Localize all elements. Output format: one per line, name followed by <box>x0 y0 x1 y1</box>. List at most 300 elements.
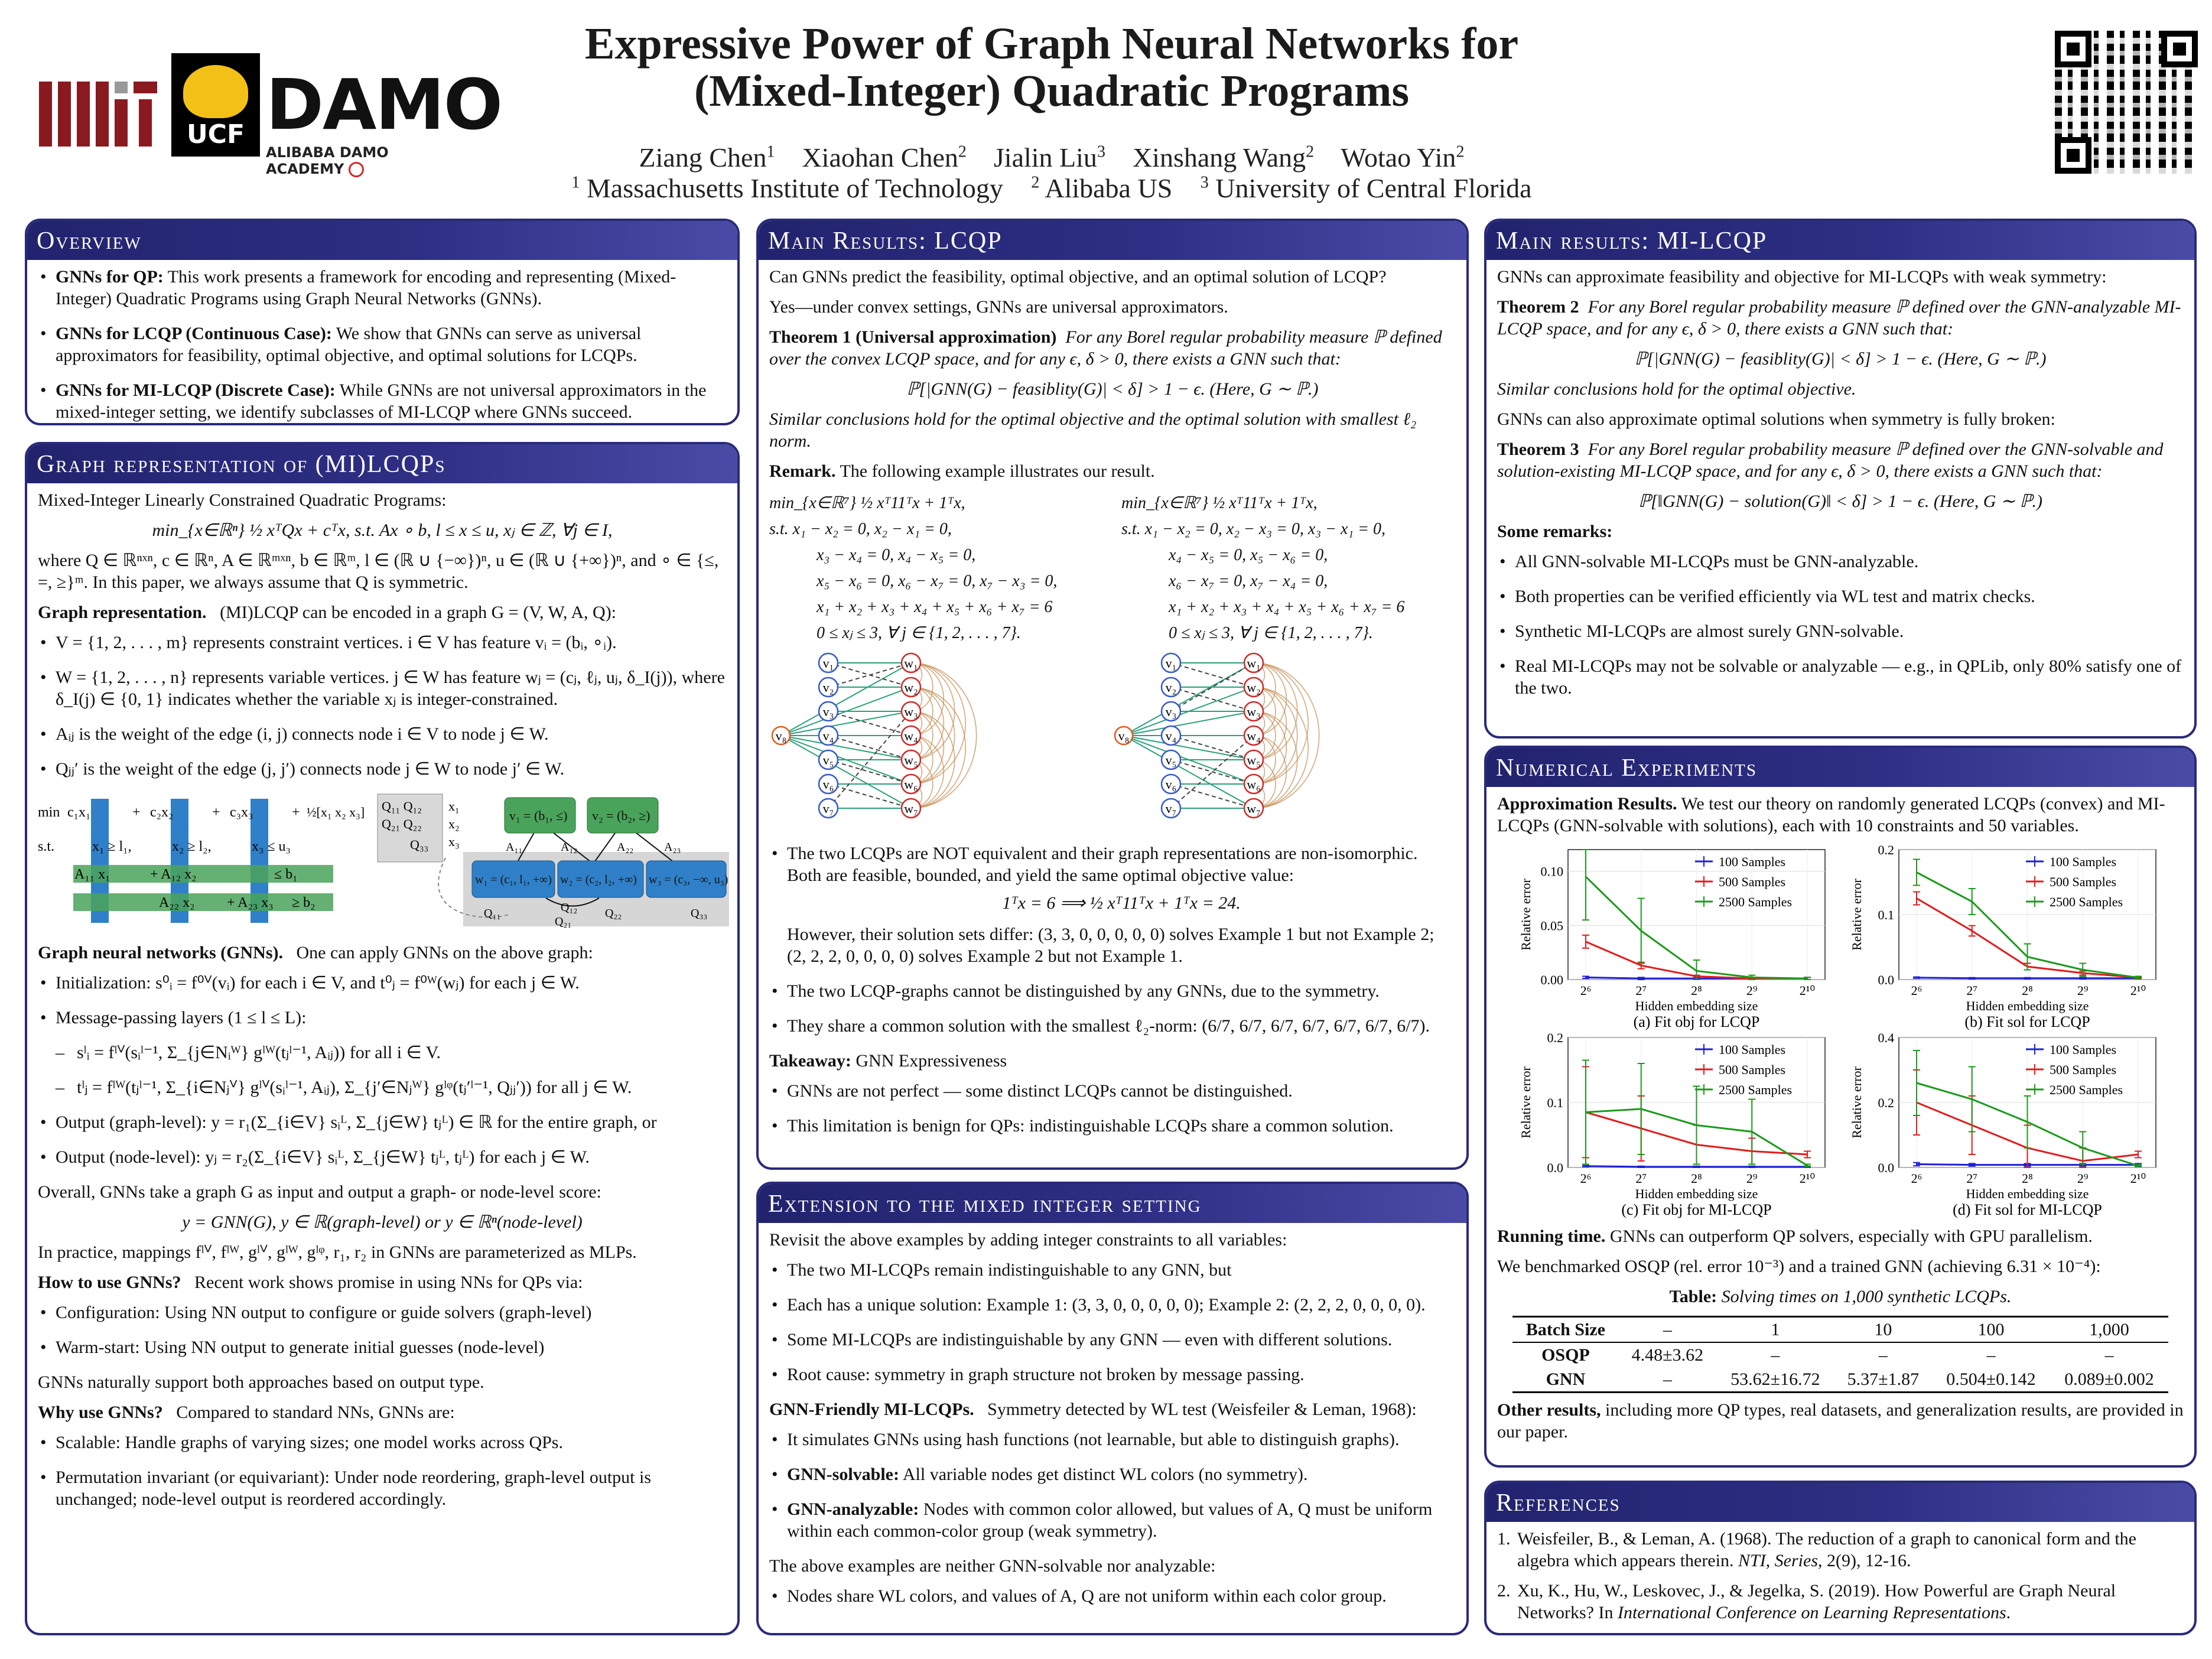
x-tick-label: 2⁸ <box>1691 1171 1702 1186</box>
x-tick-label: 2⁹ <box>1746 1171 1758 1186</box>
affiliation <box>1201 173 1532 203</box>
item-lead: GNNs for QP: <box>56 267 164 287</box>
bullet-text: It simulates GNNs using hash functions (not learnable, but able to distinguish graphs). <box>787 1430 1400 1449</box>
list-item <box>769 1498 1456 1542</box>
quadratic-term: ½[x₁ x₂ x₃] <box>307 805 365 819</box>
x-tick-label: 2⁹ <box>2077 983 2089 998</box>
bound-term: x₁ ≥ l₁, <box>92 839 132 854</box>
x-vector-entry: x₁ <box>448 799 460 814</box>
chart-caption: (a) Fit obj for LCQP <box>1633 1013 1760 1030</box>
lcqp-question: Can GNNs predict the feasibility, optimal objective, and an optimal solution of LCQP? <box>769 267 1387 287</box>
lcqp-panel <box>756 219 1469 1170</box>
other-text: including more QP types, real datasets, and generalization results, are provided in our paper. <box>1497 1400 2184 1442</box>
extension-intro: Revisit the above examples by adding integer constraints to all variables: <box>769 1230 1287 1250</box>
references-panel <box>1484 1481 2197 1635</box>
legend-label: 500 Samples <box>1719 874 1786 889</box>
y-axis-label: Relative error <box>1849 1066 1864 1138</box>
y-tick-label: 0.2 <box>1547 1033 1563 1045</box>
theorem-lead: Theorem 2 <box>1497 297 1579 317</box>
numerical-body <box>1486 787 2194 1457</box>
example-line: 0 ≤ xⱼ ≤ 3, ∀ j ∈ {1, 2, . . . , 7}. <box>1169 624 1373 642</box>
node-label: v₃ <box>822 704 834 719</box>
node-label: v₈ <box>775 728 787 743</box>
edge-label: A₂₂ <box>617 841 634 854</box>
affiliation-name: Massachusetts Institute of Technology <box>586 173 1003 203</box>
list-item: • Initialization: s⁰ᵢ = f⁰ⱽ(vᵢ) for each i ∈ V, and t⁰ⱼ = f⁰ᵂ(wⱼ) for each j ∈ W. <box>38 972 727 994</box>
theorem-3 <box>1497 438 2184 482</box>
x-tick-label: 2⁹ <box>1746 983 1758 998</box>
bound-term: x₂ ≥ l₂, <box>172 839 212 854</box>
author-name: Xiaohan Chen <box>802 142 958 173</box>
table-cell: – <box>1878 1345 1888 1365</box>
reference-tail: . <box>2006 1603 2011 1622</box>
y-tick-label: 0.00 <box>1540 972 1563 987</box>
x-tick-label: 2⁷ <box>1635 1171 1647 1186</box>
node-label: w₃ <box>904 704 918 719</box>
y-tick-label: 0.10 <box>1540 864 1563 879</box>
list-item: • Output (graph-level): y = r₁(Σ_{i∈V} sᵢᴸ, Σ_{j∈W} tⱼᴸ) ∈ ℝ for the entire graph, or <box>38 1111 727 1133</box>
affiliation <box>1031 173 1172 203</box>
bullet-lead: GNN-analyzable: <box>787 1499 919 1519</box>
example-line: x₁ + x₂ + x₃ + x₄ + x₅ + x₆ + x₇ = 6 <box>817 598 1053 616</box>
graph-edge <box>828 784 911 808</box>
damo-logo <box>266 64 502 177</box>
edge-label: Q₂₁ <box>555 915 572 928</box>
v-node-label: v₂ = (b₂, ≥) <box>592 808 650 823</box>
x-axis-label: Hidden embedding size <box>1635 998 1758 1013</box>
friendly-text: Symmetry detected by WL test (Weisfeiler & Leman, 1968): <box>987 1400 1417 1419</box>
table-cell: 0.089±0.002 <box>2050 1367 2168 1393</box>
item-text: We show that GNNs can serve as universal approximators for feasibility, optimal objective, and optimal solutions for LCQPs. <box>56 324 642 365</box>
w-node-label: w₁ = (c₁, l₁, +∞) <box>475 873 552 886</box>
running-text: GNNs can outperform QP solvers, especially with GPU parallelism. <box>1609 1227 2093 1246</box>
edge-label: A₁₁ <box>506 841 523 854</box>
item-lead: GNNs for MI-LCQP (Discrete Case): <box>56 380 336 400</box>
bench-text: We benchmarked OSQP (rel. error 10⁻³) and a trained GNN (achieving 6.31 × 10⁻⁴): <box>1497 1257 2101 1276</box>
list-item <box>38 266 727 310</box>
x-tick-label: 2⁸ <box>1691 983 1702 998</box>
node-label: w₄ <box>1247 728 1261 743</box>
list-item: • Warm-start: Using NN output to generate initial guesses (node-level) <box>38 1336 727 1358</box>
node-label: w₆ <box>1247 777 1261 792</box>
graphrep-heading: Graph representation of (MI)LCQPs <box>27 444 737 483</box>
theorem-2 <box>1497 296 2184 340</box>
approx-lead: Approximation Results. <box>1497 794 1677 814</box>
graph-edge <box>828 711 911 736</box>
list-item <box>769 842 1456 967</box>
reference-text: Xu, K., Hu, W., Leskovec, J., & Jegelka, S. (2019). How Powerful are Graph Neural Networks? In <box>1517 1581 2116 1622</box>
chart-fit-obj-lcqp <box>1509 845 1840 1033</box>
node-label: w₅ <box>1247 753 1261 767</box>
item-text: While GNNs are not universal approximators in the mixed-integer setting, we identify subclasses of MI-LCQP where GNNs succeed. <box>56 380 707 422</box>
qr-code-icon[interactable] <box>2055 31 2198 174</box>
node-label: v₃ <box>1165 704 1177 719</box>
list-item: • GNNs are not perfect — some distinct LCQPs cannot be distinguished. <box>769 1080 1456 1102</box>
list-item: • V = {1, 2, . . . , m} represents constraint vertices. i ∈ V has feature vᵢ = (bᵢ, ∘ᵢ). <box>38 632 727 653</box>
bullet-text-more: However, their solution sets differ: (3, 3, 0, 0, 0, 0, 0) solves Example 1 but not Example 2; (2, 2, 2, 0, 0, 0, 0) solves Example 2 but not Example 1. <box>787 925 1434 966</box>
y-tick-label: 0.1 <box>1547 1095 1563 1110</box>
example-line: min_{x∈ℝ⁷} ½ xᵀ11ᵀx + 1ᵀx, <box>769 494 965 512</box>
item-text: This work presents a framework for encoding and representing (Mixed-Integer) Quadratic Programs using Graph Neural Networks (GNNs). <box>56 267 676 308</box>
remarks-lead: Some remarks: <box>1497 522 1613 541</box>
bullet-text: All variable nodes get distinct WL colors (no symmetry). <box>902 1465 1308 1484</box>
edge-label: A₂₃ <box>664 841 681 854</box>
table-cell: 53.62±16.72 <box>1716 1367 1834 1393</box>
list-item: • Permutation invariant (or equivariant): Under node reordering, graph-level output is unchanged; node-level output is reordered accordingly. <box>38 1466 727 1510</box>
node-label: v₂ <box>1165 680 1177 695</box>
reference-venue: International Conference on Learning Representations <box>1617 1603 2006 1622</box>
example-line: x₄ − x₅ = 0, x₅ − x₆ = 0, <box>1169 546 1328 564</box>
overview-body <box>27 260 737 425</box>
table-cell: – <box>1619 1367 1716 1393</box>
graph-edge <box>1124 711 1254 736</box>
table-row <box>1512 1367 2168 1393</box>
list-item: • They share a common solution with the smallest ℓ₂-norm: (6/7, 6/7, 6/7, 6/7, 6/7, 6/7, 6/7). <box>769 1015 1456 1037</box>
legend-label: 2500 Samples <box>1719 1082 1793 1097</box>
milcqp-body <box>1486 260 2194 718</box>
neither-bullets <box>769 1585 1456 1607</box>
overview-heading: Overview <box>27 221 737 260</box>
table-header: 100 <box>1932 1317 2050 1343</box>
author-name: Ziang Chen <box>639 142 767 173</box>
item-lead: GNNs for LCQP (Continuous Case): <box>56 324 332 343</box>
graph-edge <box>828 760 911 784</box>
list-item <box>38 379 727 423</box>
graphrep-body <box>27 483 737 1529</box>
theorem-text: For any Borel regular probability measure ℙ defined over the convex LCQP space, and for any ϵ, δ > 0, there exists a GNN such that: <box>769 327 1442 369</box>
list-item: – sˡᵢ = fˡⱽ(sᵢˡ⁻¹, Σ_{j∈Nᵢᵂ} gˡᵂ(tⱼˡ⁻¹, Aᵢⱼ)) for all i ∈ V. <box>38 1042 727 1063</box>
milcqp-intro: GNNs can approximate feasibility and objective for MI-LCQPs with weak symmetry: <box>1497 267 2107 287</box>
graph-edge <box>828 736 911 760</box>
edge-label: Q₂₂ <box>605 907 622 920</box>
ucf-logo <box>171 53 260 157</box>
references-list <box>1497 1528 2184 1624</box>
y-axis-label: Relative error <box>1518 879 1533 951</box>
affiliation <box>571 173 1003 203</box>
x-tick-label: 2¹⁰ <box>2130 1171 2146 1186</box>
table-cell: – <box>1986 1345 1996 1365</box>
remark-lead: Remark. <box>769 461 836 481</box>
x-axis-label: Hidden embedding size <box>1966 1186 2089 1201</box>
list-item: • Root cause: symmetry in graph structure not broken by message passing. <box>769 1364 1456 1385</box>
list-item: • Aᵢⱼ is the weight of the edge (i, j) connects node i ∈ V to node j ∈ W. <box>38 723 727 745</box>
reference-item <box>1497 1580 2184 1624</box>
min-label: min <box>38 805 60 820</box>
list-item: • The two MI-LCQPs remain indistinguishable to any GNN, but <box>769 1259 1456 1281</box>
author <box>1341 142 1464 173</box>
list-item: • Scalable: Handle graphs of varying sizes; one model works across QPs. <box>38 1432 727 1453</box>
node-label: w₁ <box>904 656 918 671</box>
node-label: v₈ <box>1118 728 1130 743</box>
node-label: v₅ <box>822 753 834 767</box>
table-cell: 5.37±1.87 <box>1834 1367 1932 1393</box>
y-tick-label: 0.0 <box>1878 972 1894 987</box>
seal-icon <box>349 162 364 177</box>
table-cell: GNN <box>1512 1367 1619 1393</box>
example-line: 0 ≤ xⱼ ≤ 3, ∀ j ∈ {1, 2, . . . , 7}. <box>817 624 1021 642</box>
x-tick-label: 2⁶ <box>1911 983 1923 998</box>
legend-label: 2500 Samples <box>1719 894 1793 909</box>
similar-text: Similar conclusions hold for the optimal objective and the optimal solution with smallest ℓ₂ norm. <box>769 409 1417 451</box>
affiliation-list <box>532 173 1572 204</box>
author-aff: 2 <box>958 142 967 161</box>
list-item: • Synthetic MI-LCQPs are almost surely GNN-solvable. <box>1497 620 2184 642</box>
table-header: 10 <box>1834 1317 1932 1343</box>
y-tick-label: 0.4 <box>1878 1033 1894 1045</box>
reference-num: 2. <box>1497 1581 1511 1601</box>
edge-label: Q₁₁ <box>484 907 501 920</box>
list-item: • Real MI-LCQPs may not be solvable or analyzable — e.g., in QPLib, only 80% satisfy one of the two. <box>1497 655 2184 699</box>
example-line: x₆ − x₇ = 0, x₇ − x₄ = 0, <box>1169 572 1328 590</box>
overview-panel <box>25 219 740 425</box>
extension-heading: Extension to the mixed integer setting <box>759 1184 1466 1223</box>
edge-label: Q₁₂ <box>561 901 578 914</box>
x-tick-label: 2⁹ <box>2077 1171 2089 1186</box>
graphrep-panel <box>25 442 740 1635</box>
example-line: s.t. x₁ − x₂ = 0, x₂ − x₁ = 0, <box>769 520 952 538</box>
chart-caption: (d) Fit sol for MI-LCQP <box>1953 1201 2102 1218</box>
references-heading: References <box>1486 1483 2194 1522</box>
gnn-text: One can apply GNNs on the above graph: <box>296 943 593 962</box>
node-label: w₄ <box>904 728 918 743</box>
list-item: – tˡⱼ = fˡᵂ(tⱼˡ⁻¹, Σ_{i∈Nⱼⱽ} gˡⱽ(sᵢˡ⁻¹, Aᵢⱼ), Σ_{j′∈Nⱼᵂ} gˡᵠ(tⱼ′ˡ⁻¹, Qⱼⱼ′)) for all j ∈ W. <box>38 1076 727 1098</box>
damo-logo-word: DAMO <box>266 64 502 145</box>
reference-text: Weisfeiler, B., & Leman, A. (1968). The reduction of a graph to canonical form and the algebra which appears therein. <box>1517 1529 2136 1570</box>
chart-caption: (c) Fit obj for MI-LCQP <box>1621 1201 1772 1218</box>
legend-label: 2500 Samples <box>2050 894 2123 909</box>
damo-logo-sub <box>266 144 467 177</box>
edge-label: A₁₂ <box>561 841 578 854</box>
plus-sign: + <box>292 805 300 820</box>
graph-edge <box>781 736 911 808</box>
author-aff: 1 <box>766 142 775 161</box>
table-row <box>1512 1342 2168 1367</box>
list-item: • W = {1, 2, . . . , n} represents variable vertices. j ∈ W has feature wⱼ = (cⱼ, ℓⱼ, uⱼ, δ_I(j)), where δ_I(j) ∈ {0, 1} indicates whether the variable xⱼ is integer-constrained. <box>38 666 727 710</box>
example-line: min_{x∈ℝ⁷} ½ xᵀ11ᵀx + 1ᵀx, <box>1121 494 1318 512</box>
q-matrix-row: Q₃₃ <box>410 837 429 852</box>
friendly-bullets <box>769 1429 1456 1542</box>
affiliation-name: Alibaba US <box>1045 173 1173 203</box>
objective-term: c₂x₂ <box>150 805 174 820</box>
node-label: w₃ <box>1247 704 1261 719</box>
affiliation-num: 1 <box>571 173 580 192</box>
x-tick-label: 2⁶ <box>1580 983 1592 998</box>
overview-list <box>38 266 727 423</box>
title-line-1: Expressive Power of Graph Neural Networks for <box>584 19 1519 69</box>
node-label: v₁ <box>1165 656 1177 671</box>
takeaway-lead: Takeaway: <box>769 1051 851 1071</box>
x-tick-label: 2⁶ <box>1580 1171 1592 1186</box>
example-line: x₅ − x₆ = 0, x₆ − x₇ = 0, x₇ − x₃ = 0, <box>817 572 1058 590</box>
reference-tail: , 2(9), 12-16. <box>1818 1551 1911 1570</box>
bound-term: x₃ ≤ u₃ <box>252 839 291 854</box>
node-label: v₂ <box>822 680 834 695</box>
table-caption-lead: Table: <box>1669 1287 1717 1306</box>
y-tick-label: 0.0 <box>1547 1160 1563 1175</box>
list-item: • Some MI-LCQPs are indistinguishable by any GNN — even with different solutions. <box>769 1329 1456 1351</box>
list-item: • Configuration: Using NN output to configure or guide solvers (graph-level) <box>38 1302 727 1323</box>
why-lead: Why use GNNs? <box>38 1403 163 1422</box>
mit-logo <box>39 82 157 147</box>
qr-finder <box>2055 31 2091 67</box>
y-tick-label: 0.2 <box>1878 1095 1894 1110</box>
y-tick-label: 0.1 <box>1878 907 1894 922</box>
node-label: v₄ <box>1165 728 1177 743</box>
legend-label: 100 Samples <box>1719 1042 1786 1057</box>
ucf-logo-text: UCF <box>186 119 245 149</box>
legend-label: 500 Samples <box>1719 1062 1786 1077</box>
example-2 <box>1121 490 1456 646</box>
other-lead: Other results, <box>1497 1400 1601 1420</box>
x-tick-label: 2⁷ <box>1966 1171 1978 1186</box>
theorem-equation: ℙ[|GNN(G) − feasiblity(G)| < δ] > 1 − ϵ. (Here, G ∼ ℙ.) <box>906 379 1319 399</box>
x-tick-label: 2¹⁰ <box>1799 1171 1816 1186</box>
chart-caption: (b) Fit sol for LCQP <box>1964 1013 2090 1030</box>
list-item: • Message-passing layers (1 ≤ l ≤ L): <box>38 1007 727 1029</box>
y-axis-label: Relative error <box>1849 879 1864 951</box>
chart-grid <box>1509 845 2184 1221</box>
list-item: • Nodes share WL colors, and values of A, Q are not uniform within each color group. <box>769 1585 1456 1607</box>
graph-edge <box>1171 687 1254 711</box>
author <box>994 142 1105 173</box>
example-line: x₁ + x₂ + x₃ + x₄ + x₅ + x₆ + x₇ = 6 <box>1169 598 1405 616</box>
table-cell: – <box>1771 1345 1780 1365</box>
chart-fit-obj-milcqp <box>1509 1033 1840 1221</box>
x-tick-label: 2¹⁰ <box>2130 983 2146 998</box>
node-label: w₅ <box>904 753 918 767</box>
graph-edge <box>1124 736 1254 808</box>
remark-text: The following example illustrates our result. <box>840 461 1155 481</box>
example-line: s.t. x₁ − x₂ = 0, x₂ − x₃ = 0, x₃ − x₁ = 0, <box>1121 520 1386 538</box>
table-caption-text: Solving times on 1,000 synthetic LCQPs. <box>1721 1287 2012 1306</box>
constraint-term: + A₁₂ x₂ <box>150 867 197 882</box>
y-tick-label: 0.0 <box>1878 1160 1894 1175</box>
table-header: – <box>1619 1317 1716 1343</box>
list-item: • Qⱼⱼ′ is the weight of the edge (j, j′) connects node j ∈ W to node j′ ∈ W. <box>38 758 727 780</box>
lcqp-bullets <box>769 842 1456 1037</box>
examples-block <box>769 490 1456 646</box>
v-node-label: v₁ = (b₁, ≤) <box>509 808 568 823</box>
qr-finder <box>2161 31 2198 67</box>
graph-edge <box>1171 736 1254 760</box>
theorem-text: For any Borel regular probability measure ℙ defined over the GNN-analyzable MI-LCQP space, and for any ϵ, δ > 0, there exists a GNN such that: <box>1497 297 2181 339</box>
table-cell: – <box>2104 1345 2114 1365</box>
theorem-lead: Theorem 3 <box>1497 440 1579 459</box>
graphrep-intro: Mixed-Integer Linearly Constrained Quadratic Programs: <box>38 490 447 510</box>
w-node-label: w₂ = (c₂, l₂, +∞) <box>560 873 637 886</box>
node-label: v₆ <box>822 777 834 792</box>
example-line: x₃ − x₄ = 0, x₄ − x₅ = 0, <box>817 546 976 564</box>
x-axis-label: Hidden embedding size <box>1635 1186 1758 1201</box>
howto-lead: How to use GNNs? <box>38 1273 181 1292</box>
constraint-term: + A₂₃ x₃ <box>227 895 274 910</box>
milcqp-panel <box>1484 219 2197 739</box>
node-label: v₇ <box>822 801 834 816</box>
poster-title <box>532 20 1572 115</box>
table-header: 1,000 <box>2050 1317 2168 1343</box>
list-item <box>769 1463 1456 1485</box>
milcqp-heading: Main results: MI-LCQP <box>1486 221 2194 260</box>
where-text: where Q ∈ ℝⁿˣⁿ, c ∈ ℝⁿ, A ∈ ℝᵐˣⁿ, b ∈ ℝᵐ, l ∈ (ℝ ∪ {−∞})ⁿ, u ∈ (ℝ ∪ {+∞})ⁿ, and ∘ ∈ {≤, =, ≥}ᵐ. In this paper, we always assume that Q is symmetric. <box>38 551 719 592</box>
x-axis-label: Hidden embedding size <box>1966 998 2089 1013</box>
list-item: • Each has a unique solution: Example 1: (3, 3, 0, 0, 0, 0, 0); Example 2: (2, 2, 2, 0, 0, 0, 0). <box>769 1294 1456 1316</box>
node-label: v₄ <box>822 728 834 743</box>
author <box>639 142 775 173</box>
damo-logo-sub-text: ALIBABA DAMO ACADEMY <box>266 144 389 177</box>
extension-bullets <box>769 1259 1456 1385</box>
graph-text: (MI)LCQP can be encoded in a graph G = (V, W, A, Q): <box>220 603 617 622</box>
overall-text: Overall, GNNs take a graph G as input and output a graph- or node-level score: <box>38 1182 601 1202</box>
legend-label: 100 Samples <box>2050 854 2117 869</box>
y-tick-label: 0.05 <box>1540 918 1563 933</box>
chart-fit-sol-milcqp <box>1840 1033 2171 1221</box>
reference-venue: NTI, Series <box>1738 1551 1818 1570</box>
running-lead: Running time. <box>1497 1227 1606 1246</box>
node-label: v₇ <box>1165 801 1177 816</box>
node-label: w₇ <box>904 801 918 816</box>
affiliation-name: University of Central Florida <box>1215 173 1532 203</box>
graph-lead: Graph representation. <box>38 603 207 622</box>
affiliation-num: 3 <box>1200 173 1209 192</box>
list-item: • This limitation is benign for QPs: indistinguishable LCQPs share a common solution. <box>769 1115 1456 1137</box>
x-tick-label: 2⁷ <box>1966 983 1978 998</box>
friendly-lead: GNN-Friendly MI-LCQPs. <box>769 1400 974 1419</box>
graph-edge <box>781 663 911 736</box>
constraint-term: A₁₁ x₁ <box>74 867 110 882</box>
series-line <box>1586 1166 1807 1167</box>
graph-edge <box>1124 736 1254 760</box>
overall-equation: y = GNN(G), y ∈ ℝ(graph-level) or y ∈ ℝⁿ(node-level) <box>182 1212 583 1232</box>
constraint-term: ≤ b₁ <box>274 867 298 882</box>
support-text: GNNs naturally support both approaches based on output type. <box>38 1372 484 1392</box>
approx-text: We test our theory on randomly generated LCQPs (convex) and MI-LCQPs (GNN-solvable with solutions), each with 10 constraints and 50 variables. <box>1497 794 2165 835</box>
bullet-text: The two LCQPs are NOT equivalent and their graph representations are non-isomorphic. Both are feasible, bounded, and yield the same optimal objective value: <box>787 844 1418 885</box>
node-label: v₅ <box>1165 753 1177 767</box>
y-axis-label: Relative error <box>1518 1066 1533 1138</box>
author-name: Jialin Liu <box>993 142 1097 173</box>
extension-panel <box>756 1182 1469 1635</box>
x-vector-entry: x₃ <box>448 834 460 849</box>
author-name: Wotao Yin <box>1341 142 1456 173</box>
pegasus-icon <box>183 65 248 118</box>
bullet-lead: GNN-solvable: <box>787 1465 899 1484</box>
author-aff: 3 <box>1097 142 1105 161</box>
author <box>1133 142 1314 173</box>
w-node-label: w₃ = (c₃, −∞, u₃) <box>649 873 728 886</box>
theorem-equation: ℙ[‖GNN(G) − solution(G)‖ < δ] > 1 − ϵ. (Here, G ∼ ℙ.) <box>1638 492 2043 511</box>
x-tick-label: 2⁷ <box>1635 983 1647 998</box>
q-matrix-row: Q₁₁ Q₁₂ <box>382 799 422 814</box>
table-cell: 0.504±0.142 <box>1932 1367 2050 1393</box>
constraint-term: A₂₂ x₂ <box>159 895 195 910</box>
theorem-equation: ℙ[|GNN(G) − feasiblity(G)| < δ] > 1 − ϵ. (Here, G ∼ ℙ.) <box>1634 349 2047 369</box>
st-label: s.t. <box>38 839 55 854</box>
howto-text: Recent work shows promise in using NNs for QPs via: <box>194 1273 583 1292</box>
graph-edge <box>1171 663 1254 687</box>
practice-text: In practice, mappings fˡⱽ, fˡᵂ, gˡⱽ, gˡᵂ, gˡᵠ, r₁, r₂ in GNNs are parameterized as MLPs. <box>38 1242 637 1262</box>
node-label: w₇ <box>1247 801 1261 816</box>
graph-edge <box>781 711 911 736</box>
lcqp-heading: Main Results: LCQP <box>759 221 1466 260</box>
graph-edge <box>1171 784 1254 808</box>
table-header-row <box>1512 1317 2168 1343</box>
x-tick-label: 2⁶ <box>1911 1171 1923 1186</box>
list-item <box>769 1429 1456 1450</box>
x-tick-label: 2⁸ <box>2022 1171 2033 1186</box>
theorem-lead: Theorem 1 (Universal approximation) <box>769 327 1057 347</box>
reference-item <box>1497 1528 2184 1572</box>
node-label: v₆ <box>1165 777 1177 792</box>
